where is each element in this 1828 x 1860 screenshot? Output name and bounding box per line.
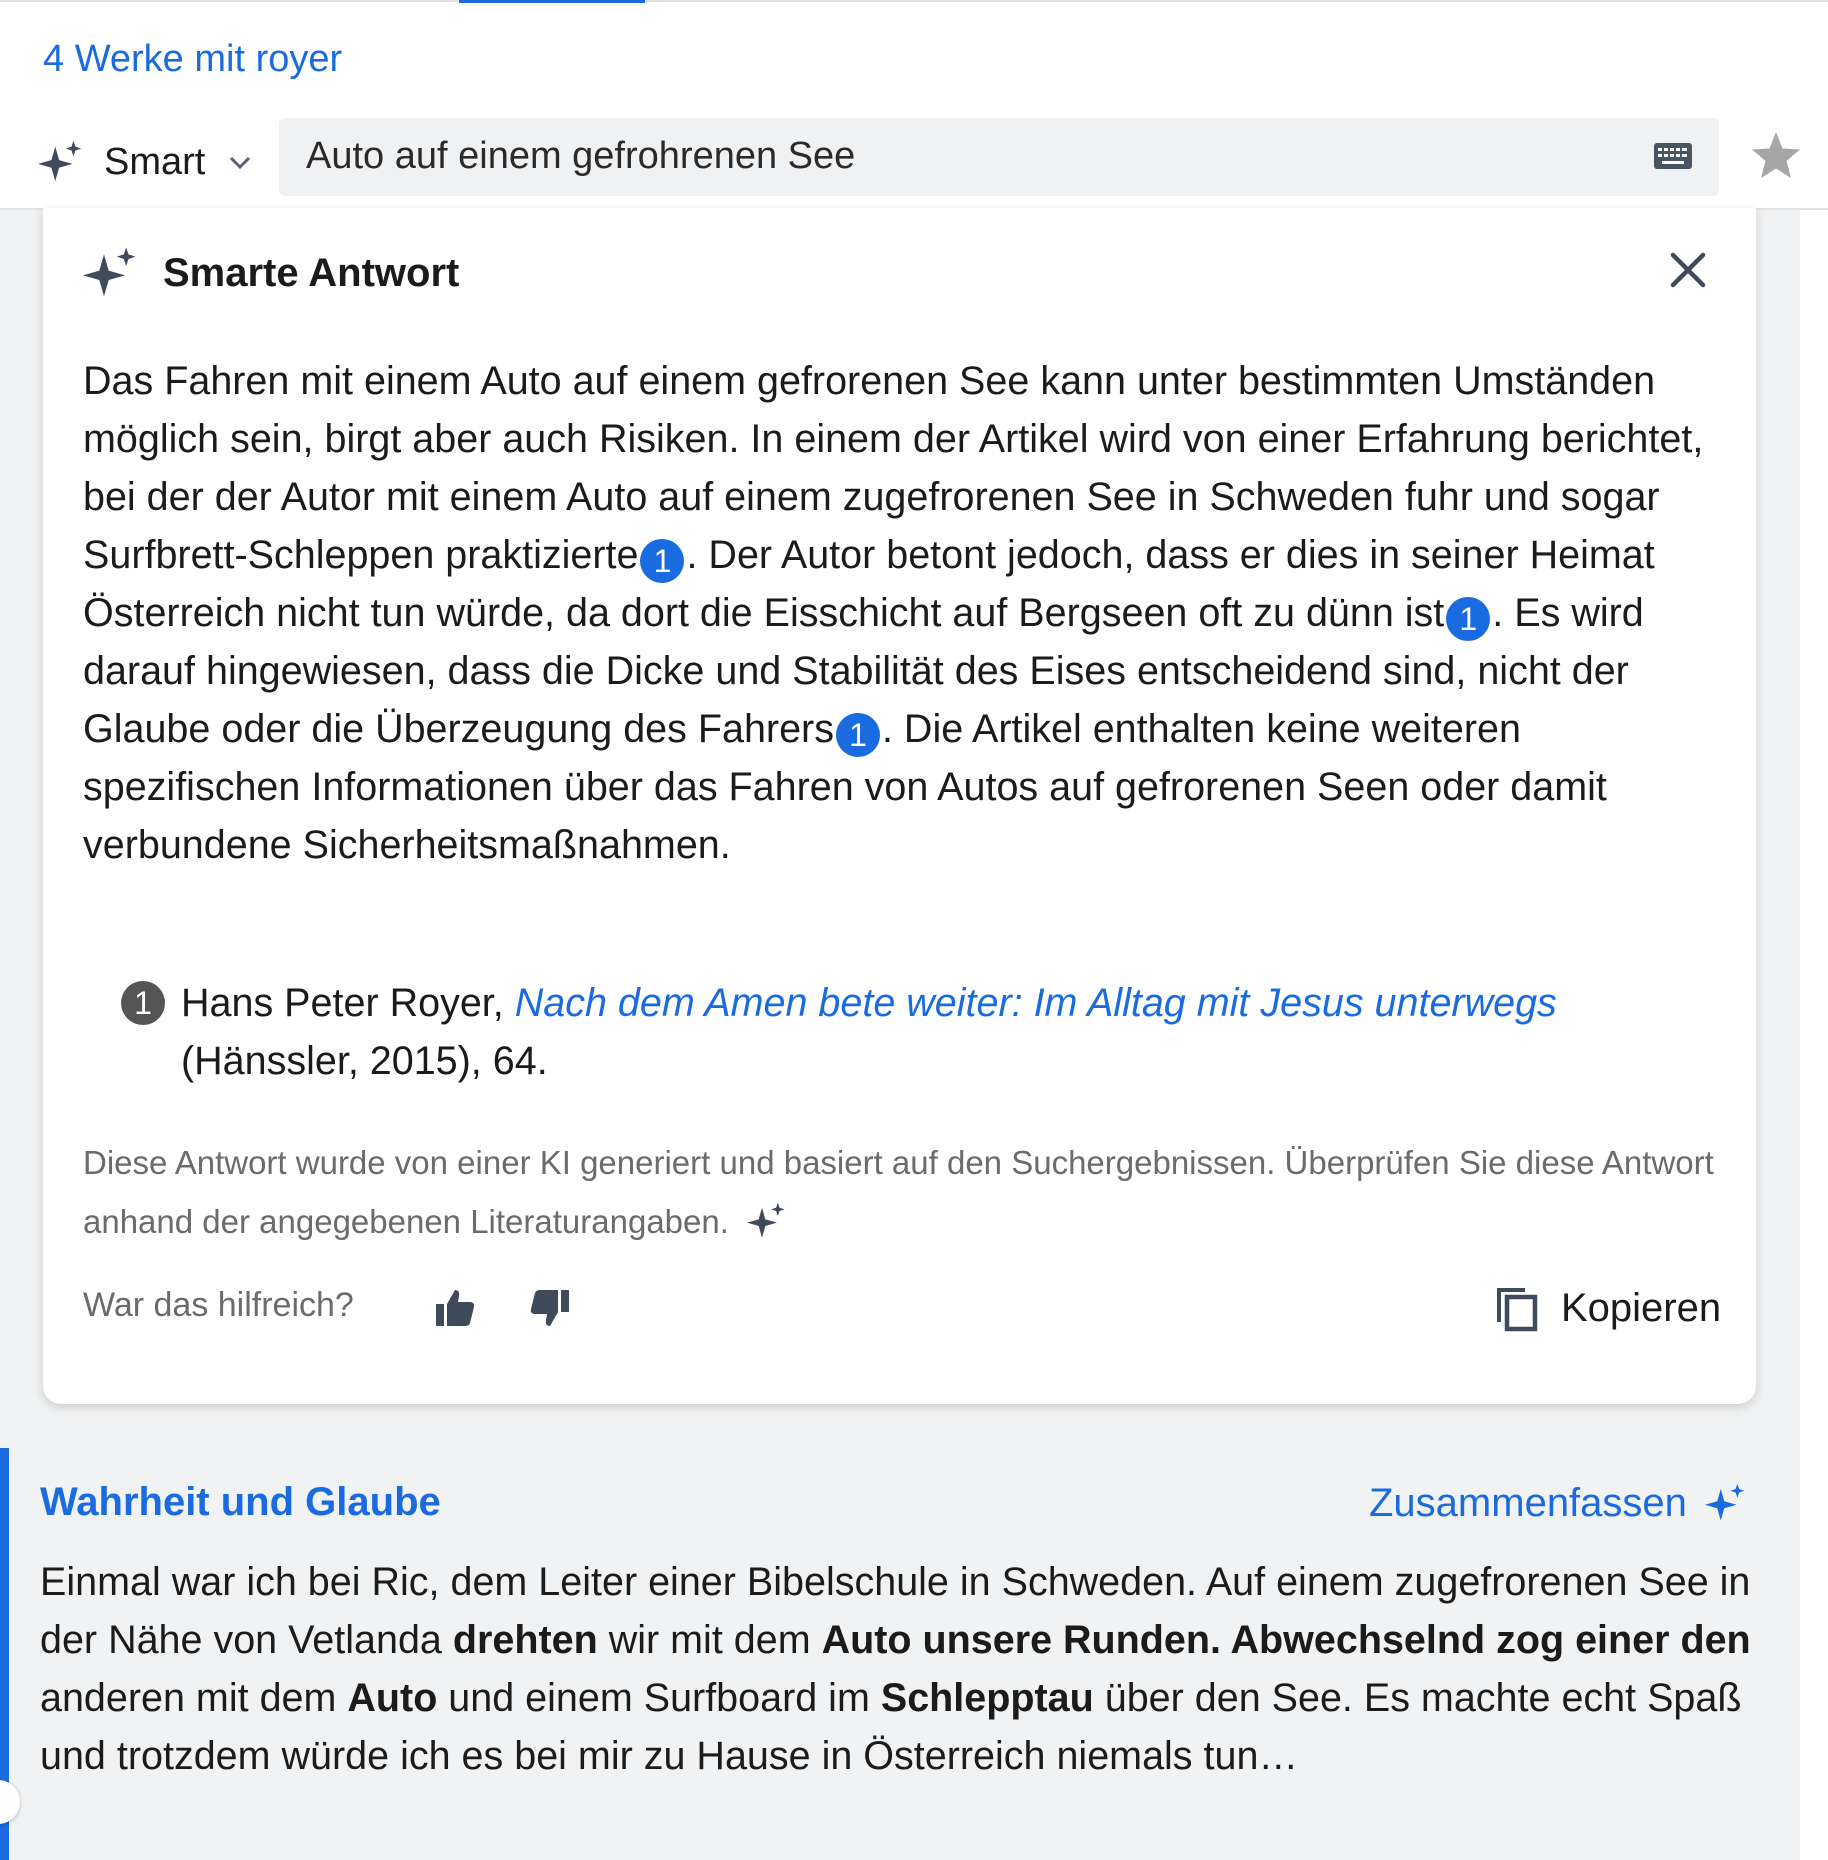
sparkle-icon: [747, 1201, 787, 1241]
sparkle-icon: [1705, 1482, 1747, 1524]
excerpt-segment: anderen mit dem: [40, 1676, 348, 1720]
top-divider: [0, 0, 1828, 2]
smart-answer-text: [83, 352, 1733, 874]
citation-badge[interactable]: 1: [1446, 597, 1490, 641]
results-count-link[interactable]: 4 Werke mit royer: [43, 38, 343, 80]
excerpt-highlight: drehten: [452, 1618, 598, 1662]
citation-badge[interactable]: 1: [836, 713, 880, 757]
excerpt-segment: und einem Surfboard im: [437, 1676, 881, 1720]
summarize-label: Zusammenfassen: [1369, 1480, 1687, 1525]
excerpt-highlight: Auto unsere Runden. Abwechselnd zog einer den: [821, 1618, 1751, 1662]
result-excerpt: [40, 1553, 1780, 1785]
search-bar: [0, 110, 1828, 205]
star-icon[interactable]: [1748, 128, 1804, 184]
sparkle-icon: [83, 245, 139, 301]
reference-author: Hans Peter Royer,: [181, 981, 515, 1025]
reference-details: (Hänssler, 2015), 64.: [181, 1039, 548, 1083]
copy-button[interactable]: [1491, 1280, 1721, 1336]
search-mode-label: Smart: [104, 140, 206, 183]
thumbs-down-icon[interactable]: [528, 1286, 572, 1330]
reference-title-link[interactable]: Nach dem Amen bete weiter: Im Alltag mit Jesus unterwegs: [514, 981, 1557, 1025]
excerpt-highlight: Schlepptau: [880, 1676, 1094, 1720]
answer-segment: . Es wird darauf hingewiesen, dass die Dicke und Stabilität des Eises entscheidend sind, nicht der Glaube oder die Überzeugung des Fahrers: [83, 591, 1644, 751]
answer-segment: . Der Autor betont jedoch, dass er dies in seiner Heimat Österreich nicht tun würde, da dort die Eisschicht auf Bergseen oft zu dünn ist: [83, 533, 1655, 635]
excerpt-segment: über den See. Es machte echt Spaß und trotzdem würde ich es bei mir zu Hause in Österreich niemals tun…: [40, 1676, 1742, 1778]
excerpt-segment: Einmal war ich bei Ric, dem Leiter einer Bibelschule in Schweden. Auf einem zugefrorenen See in der Nähe von Vetlanda: [40, 1560, 1751, 1662]
keyboard-icon[interactable]: [1653, 142, 1693, 170]
citation-badge[interactable]: 1: [640, 539, 684, 583]
summarize-button[interactable]: [1369, 1478, 1747, 1528]
search-query: Auto auf einem gefrohrenen See: [306, 135, 856, 177]
feedback-label: War das hilfreich?: [83, 1286, 354, 1324]
excerpt-highlight: Auto: [347, 1676, 438, 1720]
active-tab-indicator: [459, 0, 645, 3]
ai-disclaimer-text: Diese Antwort wurde von einer KI generiert und basiert auf den Suchergebnissen. Überprüfen Sie diese Antwort anhand der angegebenen Literaturangaben.: [83, 1144, 1714, 1240]
sparkle-icon: [38, 139, 84, 185]
result-title-link[interactable]: Wahrheit und Glaube: [40, 1480, 441, 1524]
excerpt-segment: wir mit dem: [597, 1618, 822, 1662]
smart-answer-title: Smarte Antwort: [163, 250, 460, 295]
ai-disclaimer: [83, 1133, 1723, 1251]
answer-segment: Das Fahren mit einem Auto auf einem gefrorenen See kann unter bestimmten Umständen möglich sein, birgt aber auch Risiken. In einem der Artikel wird von einer Erfahrung berichtet, bei der der Autor mit einem Auto auf einem zugefrorenen See in Schweden fuhr und sogar Surfbrett-Schleppen praktizierte: [83, 359, 1704, 577]
reference-number: 1: [121, 981, 165, 1025]
chevron-down-icon: [227, 149, 253, 175]
copy-icon: [1491, 1282, 1543, 1334]
search-input[interactable]: [279, 118, 1719, 196]
smart-answer-header: [83, 243, 459, 303]
search-result[interactable]: [9, 1448, 1800, 1860]
reference-text: [181, 974, 1701, 1090]
thumbs-up-icon[interactable]: [433, 1286, 477, 1330]
search-mode-select[interactable]: [38, 132, 253, 192]
smart-answer-card: [43, 208, 1756, 1404]
answer-segment: . Die Artikel enthalten keine weiteren spezifischen Informationen über das Fahren von Autos auf gefrorenen Seen oder damit verbundene Sicherheitsmaßnahmen.: [83, 707, 1607, 867]
copy-label: Kopieren: [1561, 1285, 1722, 1330]
feedback-row: [83, 1268, 1733, 1348]
close-icon[interactable]: [1663, 245, 1713, 295]
scroll-gutter: [1800, 210, 1828, 1860]
